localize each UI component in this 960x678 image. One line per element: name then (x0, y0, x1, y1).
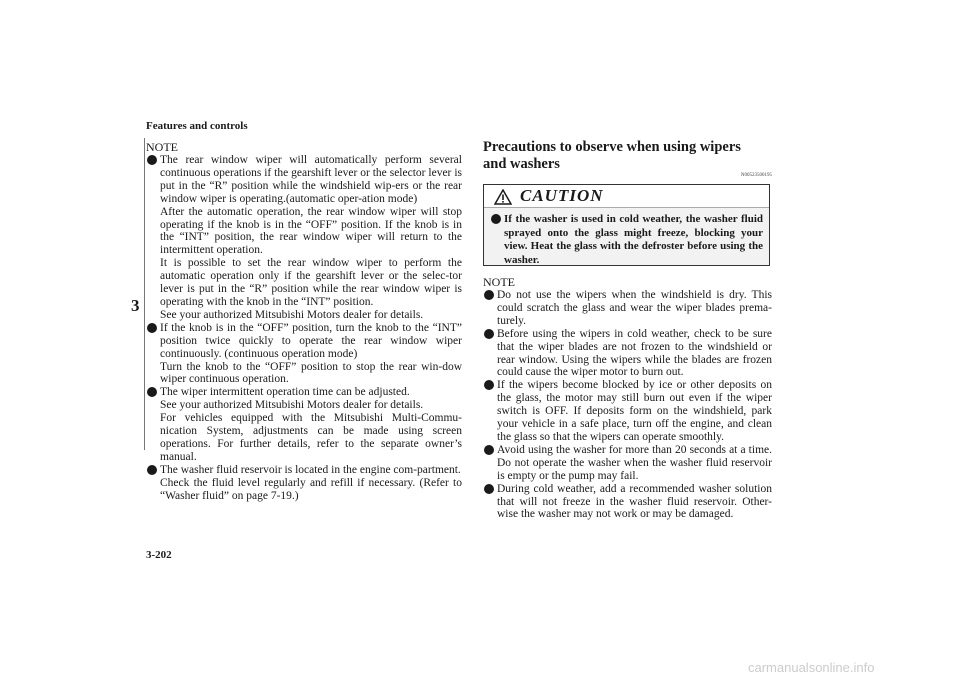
chapter-tab (128, 138, 145, 450)
running-header: Features and controls (146, 120, 248, 132)
note-label: NOTE (483, 275, 515, 289)
bullet-icon (484, 445, 494, 455)
note-item-text: The washer fluid reservoir is located in the engine com-partment. Check the fluid level regularly and refill if necessary. (Refer to “Washer fluid” on page 7-19.) (160, 463, 462, 502)
bullet-icon (147, 323, 157, 333)
note-item-text: Before using the wipers in cold weather, check to be sure that the wiper blades are not frozen to the windshield or rear window. Using the wipers while the blades are frozen could cause the wiper motor to burn out. (497, 327, 772, 379)
bullet-icon (491, 214, 501, 224)
note-item (483, 444, 772, 483)
bullet-icon (484, 290, 494, 300)
caution-header (484, 185, 769, 208)
note-item-text: The rear window wiper will automatically perform several continuous operations if the gearshift lever or the selector lever is put in the “R” position while the windshield wip-ers or the rear window wiper is operating.(automatic oper-ation mode) After the automatic operation, the rear window wiper will stop operating if the knob is in the “OFF” position. If the knob is in the “INT” position, the rear window wiper will return to the intermittent operation. It is possible to set the rear window wiper to perform the automatic operation only if the gearshift lever or the selec-tor lever is put in the “R” position while the rear window wiper is operating with the knob in the “INT” position. See your authorized Mitsubishi Motors dealer for details. (160, 154, 462, 321)
bullet-icon (484, 380, 494, 390)
right-column (483, 139, 772, 521)
right-note (483, 276, 772, 521)
note-item-text: Do not use the wipers when the windshield is dry. This could scratch the glass and wear the wiper blades prema-turely. (497, 289, 772, 327)
bullet-icon (484, 329, 494, 339)
bullet-icon (147, 465, 157, 475)
caution-text: If the washer is used in cold weather, the washer fluid sprayed onto the glass might freeze, blocking your view. Heat the glass with the defroster before using the washer. (504, 213, 763, 266)
note-item (483, 379, 772, 444)
note-item-text: During cold weather, add a recommended washer solution that will not freeze in the washer fluid reservoir. Other-wise the washer may not work or may be damaged. (497, 482, 772, 521)
bullet-icon (484, 484, 494, 494)
note-item (483, 289, 772, 328)
note-item (483, 328, 772, 380)
watermark: carmanualsonline.info (748, 660, 875, 675)
caution-box (483, 184, 770, 266)
note-list (146, 154, 462, 502)
note-item (483, 483, 772, 522)
note-item (146, 322, 462, 387)
note-item-text: Avoid using the washer for more than 20 seconds at a time. Do not operate the washer when the washer fluid reservoir is empty or the pump may fail. (497, 443, 772, 482)
note-item (146, 386, 462, 463)
left-column (146, 141, 462, 502)
page-number: 3-202 (146, 549, 172, 561)
chapter-number: 3 (131, 296, 140, 315)
note-item (146, 464, 462, 503)
note-item-text: If the knob is in the “OFF” position, turn the knob to the “INT” position twice quickly to operate the rear window wiper continuously. (continuous operation mode) Turn the knob to the “OFF” position to stop the rear win-dow wiper continuous operation. (160, 321, 462, 386)
section-title: Precautions to observe when using wipers and washers (483, 139, 741, 172)
section-code: N00523500195 (740, 173, 772, 178)
caution-item (484, 208, 769, 267)
note-item (146, 154, 462, 322)
bullet-icon (147, 387, 157, 397)
note-item-text: If the wipers become blocked by ice or other deposits on the glass, the motor may still burn out even if the wiper switch is OFF. If deposits form on the windshield, park your vehicle in a safe place, turn off the engine, and clean the glass so that the wipers can operate smoothly. (497, 379, 772, 443)
caution-title: CAUTION (520, 186, 604, 205)
bullet-icon (147, 155, 157, 165)
note-label: NOTE (146, 140, 178, 154)
note-item-text: The wiper intermittent operation time can be adjusted. See your authorized Mitsubishi Motors dealer for details. For vehicles equipped with the Mitsubishi Multi-Commu-nication System, adjustments can be made using screen operations. For further details, refer to the separate owner’s manual. (160, 386, 462, 463)
note-list (483, 289, 772, 521)
warning-triangle-icon (494, 189, 512, 205)
